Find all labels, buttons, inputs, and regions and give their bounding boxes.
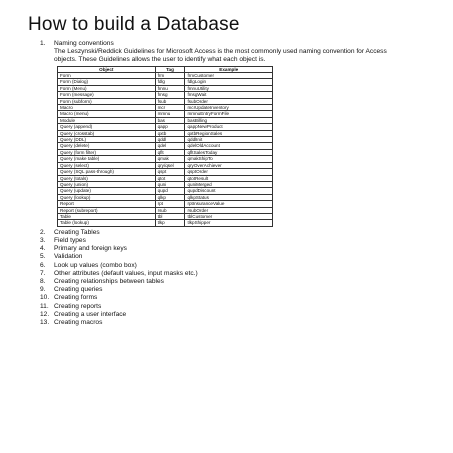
list-item-label: Other attributes (default values, input masks etc.) — [54, 269, 198, 277]
cell-object: Report (subreport) — [58, 207, 156, 213]
list-number: 6. — [40, 261, 46, 269]
cell-example: tlkpShipper — [185, 220, 273, 226]
list-item — [40, 294, 445, 302]
cell-example: qryOverAchiever — [185, 162, 273, 168]
list-item-label: Look up values (combo box) — [54, 261, 137, 269]
cell-tag: rsub — [155, 207, 185, 213]
cell-object: Form (subform) — [58, 98, 156, 104]
cell-example: fmnuUtility — [185, 85, 273, 91]
cell-example: quniMerged — [185, 181, 273, 187]
column-header-object: Object — [58, 66, 156, 72]
cell-tag: tlkp — [155, 220, 185, 226]
list-item — [40, 245, 445, 253]
list-item-label: Creating queries — [54, 286, 103, 294]
list-number: 1. — [40, 40, 46, 47]
cell-tag: qtot — [155, 175, 185, 181]
table-body — [58, 73, 273, 227]
list-item-label: Creating Tables — [54, 228, 100, 236]
cell-example: fsubOrder — [185, 98, 273, 104]
cell-object: Query (select) — [58, 162, 156, 168]
cell-example: qtotResult — [185, 175, 273, 181]
cell-object: Query (totals) — [58, 175, 156, 181]
list-number: 13. — [40, 319, 50, 326]
list-number: 11. — [40, 302, 49, 310]
cell-object: Query (make table) — [58, 156, 156, 162]
cell-object: Report — [58, 201, 156, 207]
list-item-label: Primary and foreign keys — [54, 245, 127, 253]
naming-convention-table — [57, 66, 273, 227]
cell-tag: bas — [155, 117, 185, 123]
list-item — [40, 253, 445, 261]
cell-example: mmnuEntryFormFile — [185, 111, 273, 117]
cell-tag: fdlg — [155, 79, 185, 85]
cell-example: qmakShipTo — [185, 156, 273, 162]
cell-object: Query (DDL) — [58, 137, 156, 143]
cell-example: rptInsuranceValue — [185, 201, 273, 207]
list-number: 5. — [40, 253, 46, 261]
cell-example: frmCustomer — [185, 73, 273, 79]
cell-tag: fmnu — [155, 85, 185, 91]
list-number: 12. — [40, 310, 50, 318]
cell-example: qdelOldAccount — [185, 143, 273, 149]
cell-example: tblCustomer — [185, 213, 273, 219]
cell-tag: qflt — [155, 149, 185, 155]
cell-object: Form — [58, 73, 156, 79]
cell-tag: quni — [155, 181, 185, 187]
cell-example: qxtbRegionSales — [185, 130, 273, 136]
outline-list — [40, 40, 445, 327]
cell-example: qddlInit — [185, 137, 273, 143]
cell-tag: rpt — [155, 201, 185, 207]
column-header-example: Example — [185, 66, 273, 72]
cell-object: Macro (menu) — [58, 111, 156, 117]
cell-example: fmsgWait — [185, 92, 273, 98]
list-number: 2. — [40, 228, 46, 236]
cell-example: mcrUpdateInventory — [185, 105, 273, 111]
cell-tag: qapp — [155, 124, 185, 130]
naming-conventions-description: The Leszynski/Reddick Guidelines for Microsoft Access is the most commonly used naming convention for Access objects. These Guidelines allows the user to identify what each object is. — [54, 48, 387, 64]
cell-tag: qry/qsel — [155, 162, 185, 168]
cell-tag: tbl — [155, 213, 185, 219]
cell-example: rsubOrder — [185, 207, 273, 213]
list-item — [40, 303, 445, 311]
cell-example: qappNewProduct — [185, 124, 273, 130]
list-number: 8. — [40, 277, 46, 285]
list-item-label: Field types — [54, 236, 86, 244]
list-item-label: Creating relationships between tables — [54, 277, 164, 285]
cell-tag: mcr — [155, 105, 185, 111]
cell-object: Form (Menu) — [58, 85, 156, 91]
list-item — [40, 319, 445, 327]
cell-object: Query (form filter) — [58, 149, 156, 155]
cell-object: Table (lookup) — [58, 220, 156, 226]
list-item — [40, 286, 445, 294]
table-row — [58, 220, 273, 226]
list-item — [40, 229, 445, 237]
cell-tag: qspt — [155, 169, 185, 175]
cell-object: Query (crosstab) — [58, 130, 156, 136]
cell-tag: qxtb — [155, 130, 185, 136]
cell-tag: qddl — [155, 137, 185, 143]
cell-example: fdlgLogin — [185, 79, 273, 85]
cell-object: Query (update) — [58, 188, 156, 194]
cell-tag: qlkp — [155, 194, 185, 200]
list-item-label: Creating macros — [54, 319, 103, 326]
list-item-label: Creating reports — [54, 302, 102, 310]
list-number: 9. — [40, 286, 46, 294]
cell-example: qsptOrder — [185, 169, 273, 175]
cell-example: qupdDiscount — [185, 188, 273, 194]
cell-object: Query (append) — [58, 124, 156, 130]
list-item — [40, 278, 445, 286]
cell-object: Query (union) — [58, 181, 156, 187]
cell-object: Query (SQL pass-through) — [58, 169, 156, 175]
list-number: 10. — [40, 294, 50, 302]
cell-tag: mmnu — [155, 111, 185, 117]
cell-tag: frm — [155, 73, 185, 79]
column-header-tag: Tag — [155, 66, 185, 72]
cell-tag: qdel — [155, 143, 185, 149]
cell-example: qlkpStatus — [185, 194, 273, 200]
cell-tag: qupd — [155, 188, 185, 194]
list-number: 4. — [40, 245, 46, 253]
list-number: 7. — [40, 269, 46, 277]
list-item — [40, 237, 445, 245]
list-item-label: Creating a user interface — [54, 310, 127, 318]
list-number: 3. — [40, 236, 46, 244]
cell-object: Form (message) — [58, 92, 156, 98]
cell-object: Module — [58, 117, 156, 123]
list-item — [40, 270, 445, 278]
list-item — [40, 262, 445, 270]
list-item-naming-conventions — [40, 40, 445, 48]
page-title: How to build a Database — [28, 14, 240, 35]
cell-tag: fmsg — [155, 92, 185, 98]
list-item-label: Naming conventions — [54, 40, 114, 47]
cell-object: Query (delete) — [58, 143, 156, 149]
cell-tag: qmak — [155, 156, 185, 162]
cell-example: qfltSalesToday — [185, 149, 273, 155]
cell-object: Table — [58, 213, 156, 219]
cell-tag: fsub — [155, 98, 185, 104]
list-item-label: Creating forms — [54, 294, 98, 302]
list-item — [40, 311, 445, 319]
cell-object: Query (lookup) — [58, 194, 156, 200]
list-item-label: Validation — [54, 253, 83, 261]
cell-object: Macro — [58, 105, 156, 111]
cell-example: basBilling — [185, 117, 273, 123]
remaining-items — [40, 229, 445, 327]
cell-object: Form (Dialog) — [58, 79, 156, 85]
